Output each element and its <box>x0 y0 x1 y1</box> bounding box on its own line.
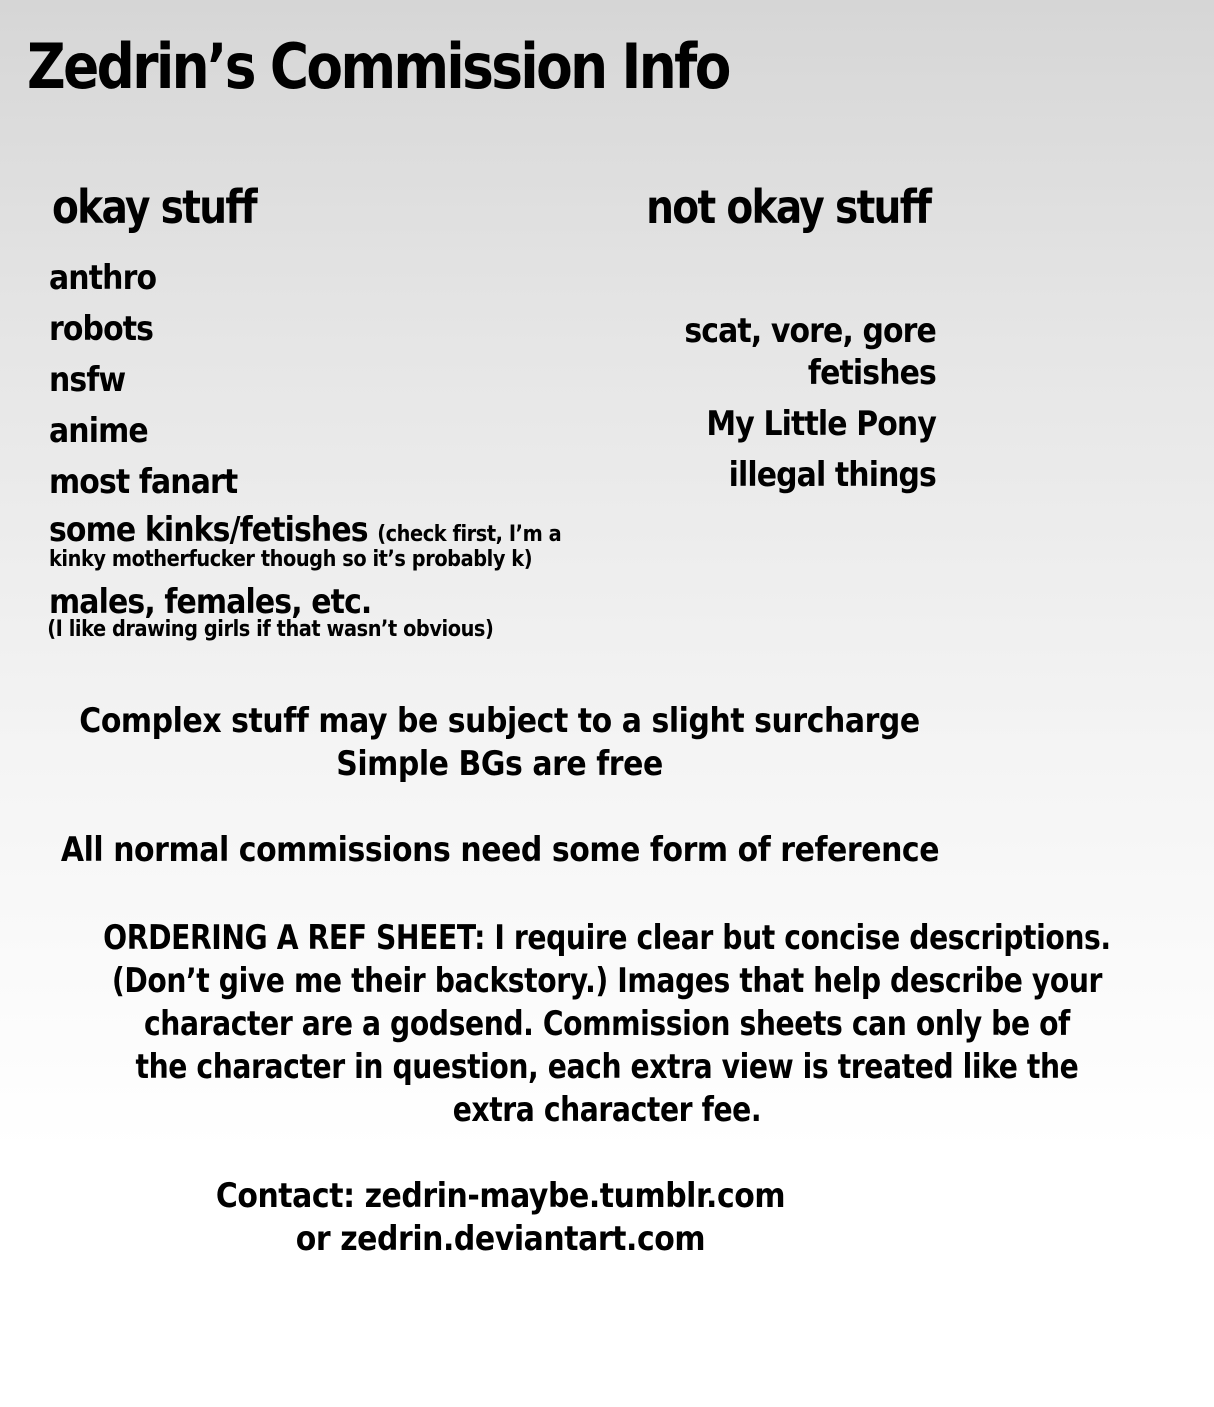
okay-item-label: nsfw <box>49 360 126 400</box>
list-item <box>49 411 561 451</box>
contact-line: Contact: zedrin-maybe.tumblr.com <box>215 1176 785 1216</box>
contact-line: or zedrin.deviantart.com <box>295 1219 705 1259</box>
ref-sheet-line: the character in question, each extra view is treated like the <box>135 1047 1079 1087</box>
okay-item-note-continued: kinky motherfucker though so it’s probably k) <box>49 547 533 572</box>
okay-item-label: anthro <box>49 258 157 298</box>
okay-item-label: males, females, etc. <box>49 582 372 622</box>
surcharge-note: Complex stuff may be subject to a slight surcharge <box>79 701 921 741</box>
list-item: scat, vore, gore <box>684 311 936 351</box>
list-item: illegal things <box>728 455 936 495</box>
list-item <box>49 360 561 400</box>
list-item <box>47 582 561 642</box>
list-item <box>49 258 561 298</box>
pricing-notes <box>0 700 1000 786</box>
ref-sheet-line: character are a godsend. Commission sheets can only be of <box>143 1004 1070 1044</box>
not-okay-list <box>684 310 936 505</box>
ref-sheet-line: (Don’t give me their backstory.) Images that help describe your <box>111 961 1103 1001</box>
not-okay-heading: not okay stuff <box>645 180 930 234</box>
contact-info <box>0 1175 1000 1261</box>
ref-sheet-notes <box>0 917 1111 1132</box>
page-title: Zedrin’s Commission Info <box>27 30 729 103</box>
ref-sheet-line: extra character fee. <box>452 1090 762 1130</box>
reference-notes <box>0 829 1000 872</box>
okay-item-label: anime <box>49 411 148 451</box>
list-item <box>49 462 561 502</box>
okay-item-label: most fanart <box>49 462 238 502</box>
okay-item-note-continued: (I like drawing girls if that wasn’t obvious) <box>47 617 494 642</box>
okay-item-label: some kinks/fetishes <box>49 510 368 550</box>
okay-heading: okay stuff <box>52 180 256 234</box>
okay-list <box>49 258 561 652</box>
okay-item-label: robots <box>49 309 154 349</box>
list-item <box>49 510 562 572</box>
okay-item-note: (check first, I’m a <box>377 522 562 547</box>
ref-sheet-line: ORDERING A REF SHEET: I require clear but concise descriptions. <box>103 918 1111 958</box>
backgrounds-note: Simple BGs are free <box>336 744 664 784</box>
list-item: My Little Pony <box>706 404 936 444</box>
list-item: fetishes <box>807 353 936 393</box>
list-item <box>49 309 561 349</box>
reference-note: All normal commissions need some form of reference <box>60 830 940 870</box>
